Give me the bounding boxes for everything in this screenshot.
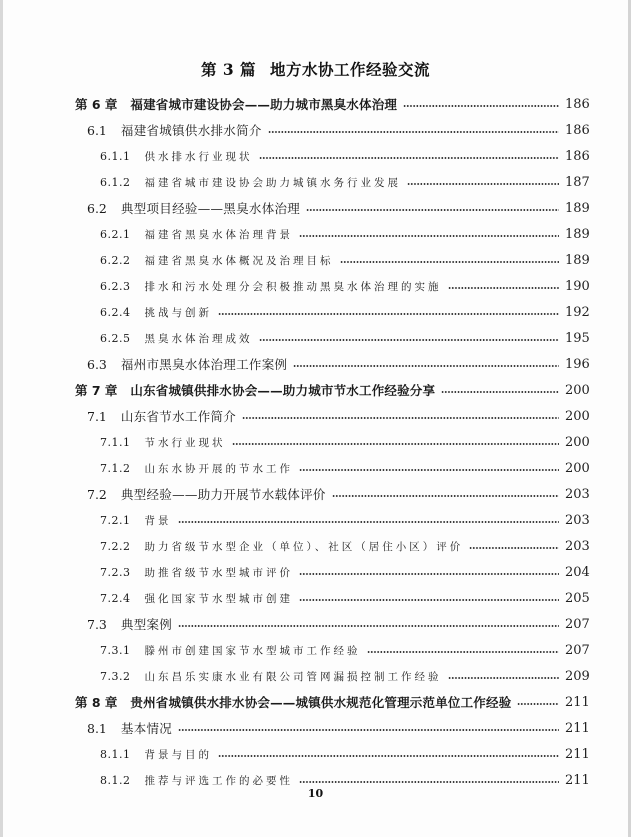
toc-entry-title: 贵州省城镇供水排水协会——城镇供水规范化管理示范单位工作经验 xyxy=(130,695,512,710)
toc-entry-title: 助力省级节水型企业（单位）、社区（居住小区）评价 xyxy=(144,540,464,553)
toc-entry-title: 福建省城市建设协会助力城镇水务行业发展 xyxy=(144,176,401,189)
toc-entry-title: 典型项目经验——黑臭水体治理 xyxy=(120,201,301,216)
toc-entry-title: 典型经验——助力开展节水载体评价 xyxy=(120,487,326,502)
toc-entry-page: 200 xyxy=(565,460,590,476)
toc-entry-number: 7.1 xyxy=(87,408,107,424)
toc-entry-number: 6.2.5 xyxy=(100,331,131,345)
toc-entry-title: 节水行业现状 xyxy=(144,436,226,449)
toc-entry-number: 6.2.2 xyxy=(100,253,131,267)
toc-entry-page: 211 xyxy=(565,720,590,736)
toc-entry-subsection-6-2-4[interactable] xyxy=(100,302,589,322)
toc-entry-number: 6.2.3 xyxy=(100,279,131,293)
toc-entry-number: 6.1.1 xyxy=(100,149,131,163)
toc-entry-page: 192 xyxy=(565,304,590,320)
dot-leader xyxy=(407,183,559,185)
toc-entry-page: 203 xyxy=(565,512,590,528)
toc-entry-subsection-7-2-3[interactable] xyxy=(100,562,589,582)
toc-entry-subsection-7-3-1[interactable] xyxy=(100,640,589,660)
toc-entry-page: 187 xyxy=(565,174,590,190)
dot-leader xyxy=(448,287,560,289)
toc-entry-title: 滕州市创建国家节水型城市工作经验 xyxy=(144,644,361,657)
toc-entry-number: 8.1.2 xyxy=(100,773,131,787)
toc-entry-subsection-8-1-1[interactable] xyxy=(100,744,589,764)
page-number: 10 xyxy=(307,787,324,800)
toc-entry-number: 7.2.4 xyxy=(100,591,131,605)
toc-entry-page: 203 xyxy=(565,486,590,502)
toc-entry-title: 黑臭水体治理成效 xyxy=(144,332,253,345)
dot-leader xyxy=(441,391,559,393)
toc-entry-subsection-6-2-1[interactable] xyxy=(100,224,589,244)
toc-entry-number: 7.2 xyxy=(87,486,107,502)
toc-entry-page: 203 xyxy=(565,538,590,554)
toc-entry-page: 200 xyxy=(565,408,590,424)
part-heading xyxy=(0,58,631,80)
toc-entry-number: 6.1.2 xyxy=(100,175,131,189)
toc-entry-page: 200 xyxy=(565,382,590,398)
toc-entry-number: 6.3 xyxy=(87,356,107,372)
toc-entry-title: 福建省黑臭水体概况及治理目标 xyxy=(144,254,334,267)
dot-leader xyxy=(299,599,559,601)
toc-entry-title: 基本情况 xyxy=(120,721,173,736)
part-title: 地方水协工作经验交流 xyxy=(270,60,431,79)
toc-entry-page: 196 xyxy=(565,356,590,372)
toc-entry-page: 207 xyxy=(565,616,590,632)
toc-entry-title: 山东水协开展的节水工作 xyxy=(144,462,293,475)
dot-leader xyxy=(178,729,559,731)
toc-entry-section-6-2[interactable] xyxy=(87,198,589,218)
toc-entry-title: 助推省级节水型城市评价 xyxy=(144,566,293,579)
toc-entry-number: 7.3.2 xyxy=(100,669,131,683)
dot-leader xyxy=(299,469,559,471)
toc-entry-section-8-1[interactable] xyxy=(87,718,589,738)
toc-entry-subsection-6-2-5[interactable] xyxy=(100,328,589,348)
toc-entry-page: 189 xyxy=(565,226,590,242)
toc-entry-section-6-1[interactable] xyxy=(87,120,589,140)
toc-entry-section-7-2[interactable] xyxy=(87,484,589,504)
toc-entry-page: 211 xyxy=(565,694,590,710)
dot-leader xyxy=(299,235,559,237)
toc-entry-page: 186 xyxy=(565,96,590,112)
dot-leader xyxy=(178,521,560,523)
toc-entry-subsection-6-2-3[interactable] xyxy=(100,276,589,296)
toc-entry-number: 第 7 章 xyxy=(75,383,118,398)
toc-entry-page: 189 xyxy=(565,200,590,216)
toc-entry-number: 7.2.1 xyxy=(100,513,131,527)
toc-entry-page: 211 xyxy=(565,746,590,762)
toc-entry-number: 6.2.1 xyxy=(100,227,131,241)
toc-entry-subsection-7-1-1[interactable] xyxy=(100,432,589,452)
toc-entry-page: 195 xyxy=(565,330,590,346)
toc-entry-title: 推荐与评选工作的必要性 xyxy=(144,774,293,787)
toc-entry-subsection-7-2-1[interactable] xyxy=(100,510,589,530)
dot-leader xyxy=(178,625,559,627)
dot-leader xyxy=(340,261,560,263)
toc-entry-title: 挑战与创新 xyxy=(144,306,212,319)
toc-entry-page: 207 xyxy=(565,642,590,658)
toc-entry-page: 189 xyxy=(565,252,590,268)
toc-entry-title: 典型案例 xyxy=(120,617,173,632)
toc-entry-page: 186 xyxy=(565,148,590,164)
toc-entry-title: 福建省黑臭水体治理背景 xyxy=(144,228,293,241)
toc-entry-page: 205 xyxy=(565,590,590,606)
dot-leader xyxy=(469,547,559,549)
toc-entry-title: 山东省城镇供排水协会——助力城市节水工作经验分享 xyxy=(130,383,436,398)
toc-entry-number: 7.3.1 xyxy=(100,643,131,657)
dot-leader xyxy=(403,105,559,107)
toc-entry-title: 排水和污水处理分会积极推动黑臭水体治理的实施 xyxy=(144,280,442,293)
toc-entry-page: 190 xyxy=(565,278,590,294)
toc-entry-number: 7.3 xyxy=(87,616,107,632)
toc-entry-subsection-7-1-2[interactable] xyxy=(100,458,589,478)
dot-leader xyxy=(232,443,560,445)
dot-leader xyxy=(218,313,559,315)
part-number: 第 3 篇 xyxy=(200,60,257,79)
dot-leader xyxy=(367,651,560,653)
toc-entry-section-7-1[interactable] xyxy=(87,406,589,426)
toc-entry-number: 7.2.3 xyxy=(100,565,131,579)
toc-entry-title: 福建省城镇供水排水简介 xyxy=(120,123,262,138)
toc-entry-page: 186 xyxy=(565,122,590,138)
toc-entry-page: 209 xyxy=(565,668,590,684)
toc-entry-number: 6.1 xyxy=(87,122,107,138)
toc-entry-title: 供水排水行业现状 xyxy=(144,150,253,163)
dot-leader xyxy=(299,781,559,783)
toc-entry-subsection-6-1-2[interactable] xyxy=(100,172,589,192)
toc-entry-page: 200 xyxy=(565,434,590,450)
toc-entry-title: 山东昌乐实康水业有限公司管网漏损控制工作经验 xyxy=(144,670,442,683)
toc-entry-title: 背景 xyxy=(144,514,172,527)
toc-entry-subsection-6-2-2[interactable] xyxy=(100,250,589,270)
toc-entry-title: 强化国家节水型城市创建 xyxy=(144,592,293,605)
toc-entry-subsection-7-2-2[interactable] xyxy=(100,536,589,556)
dot-leader xyxy=(218,755,559,757)
dot-leader xyxy=(259,157,560,159)
dot-leader xyxy=(242,417,559,419)
toc-entry-number: 8.1.1 xyxy=(100,747,131,761)
dot-leader xyxy=(517,703,559,705)
dot-leader xyxy=(293,365,559,367)
toc-entry-section-7-3[interactable] xyxy=(87,614,589,634)
toc-entry-page: 204 xyxy=(565,564,590,580)
dot-leader xyxy=(448,677,560,679)
dot-leader xyxy=(299,573,559,575)
toc-entry-number: 第 6 章 xyxy=(75,97,118,112)
toc-entry-subsection-6-1-1[interactable] xyxy=(100,146,589,166)
toc-entry-title: 背景与目的 xyxy=(144,748,212,761)
toc-entry-section-6-3[interactable] xyxy=(87,354,589,374)
dot-leader xyxy=(268,131,559,133)
toc-entry-title: 福州市黑臭水体治理工作案例 xyxy=(120,357,288,372)
toc-entry-chapter-6[interactable] xyxy=(75,94,589,114)
toc-entry-chapter-7[interactable] xyxy=(75,380,589,400)
toc-entry-subsection-7-3-2[interactable] xyxy=(100,666,589,686)
toc-entry-number: 7.2.2 xyxy=(100,539,131,553)
toc-entry-subsection-7-2-4[interactable] xyxy=(100,588,589,608)
toc-entry-number: 6.2 xyxy=(87,200,107,216)
toc-entry-number: 8.1 xyxy=(87,720,107,736)
dot-leader xyxy=(259,339,560,341)
toc-entry-number: 6.2.4 xyxy=(100,305,131,319)
toc-entry-chapter-8[interactable] xyxy=(75,692,589,712)
toc-entry-number: 7.1.1 xyxy=(100,435,131,449)
toc-entry-title: 山东省节水工作简介 xyxy=(120,409,237,424)
dot-leader xyxy=(306,209,559,211)
dot-leader xyxy=(332,495,559,497)
toc-entry-page: 211 xyxy=(565,772,590,788)
toc-entry-title: 福建省城市建设协会——助力城市黑臭水体治理 xyxy=(130,97,398,112)
toc-entry-number: 第 8 章 xyxy=(75,695,118,710)
toc-entry-number: 7.1.2 xyxy=(100,461,131,475)
